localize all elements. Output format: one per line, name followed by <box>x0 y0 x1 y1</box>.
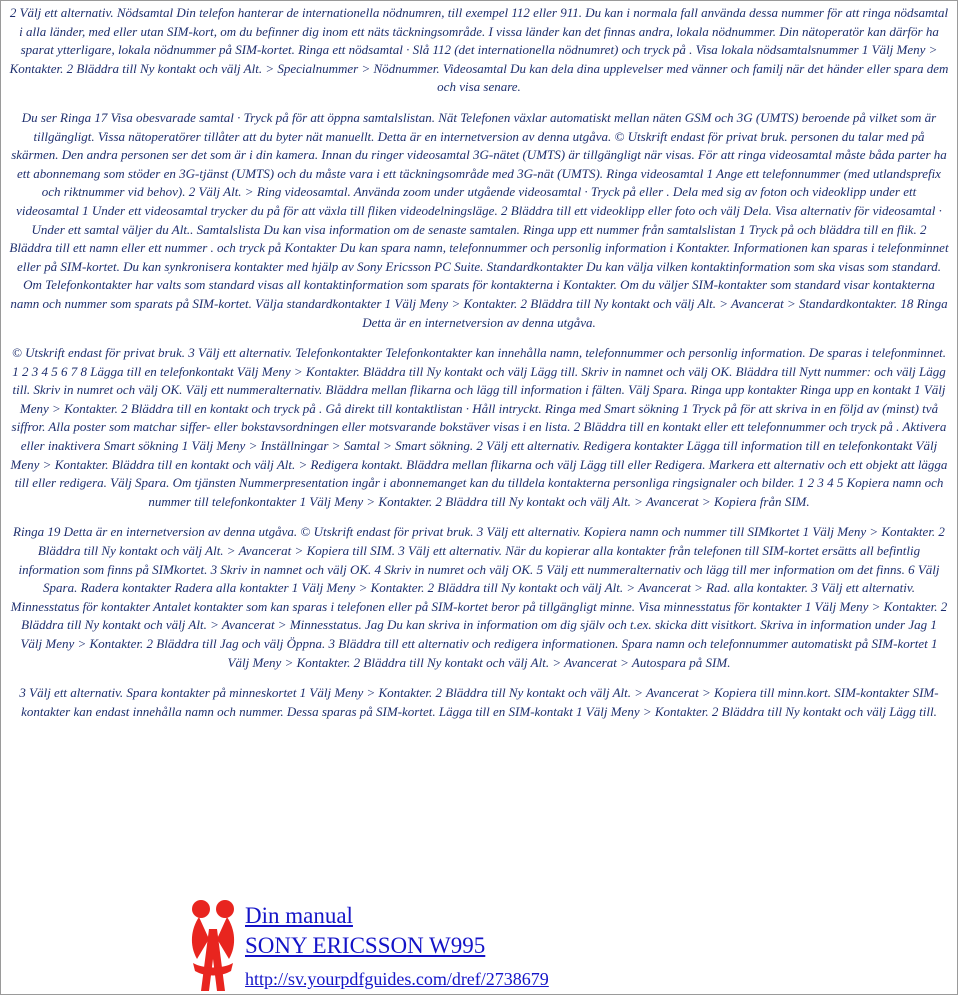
paragraph-gap <box>9 511 949 523</box>
paragraph-sim-copy <box>9 523 949 672</box>
paragraph-sim-contacts <box>9 684 949 721</box>
product-link[interactable]: SONY ERICSSON W995 <box>245 933 486 958</box>
paragraph-text: Ringa 19 Detta är en internetversion av denna utgåva. © Utskrift endast för privat bruk. 3 Välj ett alternativ. Kopiera namn och nummer till SIMkortet 1 Välj Meny > Kontakter. 2 Bläddra till Ny kontakt och välj Alt. > Avancerat > Kopiera till SIM. 3 Välj ett alternativ. När du kopierar alla kontakter från telefonen till SIM-kortet ersätts all befintlig information som finns på SIMkortet. 3 Skriv in namnet och välj OK. 4 Skriv in numret och välj OK. 5 Välj ett nummeralternativ och lägg till mer information om det finns. 6 Välj Spara. Radera kontakter Radera alla kontakter 1 Välj Meny > Kontakter. 2 Bläddra till Ny kontakt och välj Alt. > Avancerat > Rad. alla kontakter. 3 Välj ett alternativ. Minnesstatus för kontakter Antalet kontakter som kan sparas i telefonen eller på SIM-kortet beror på tillgängligt minne. Visa minnesstatus för kontakter 1 Välj Meny > Kontakter. 2 Bläddra till Ny kontakt och välj Alt. > Avancerat > Minnesstatus. Jag Du kan skriva in information om dig själv och t.ex. skicka ditt visitkort. Skriva in information under Jag 1 Välj Meny > Kontakter. 2 Bläddra till Jag och välj Öppna. 3 Bläddra till ett alternativ och redigera informationen. Spara namn och telefonnummer automatiskt på SIM-kortet 1 Välj Meny > Kontakter. 2 Bläddra till Ny kontakt och välj Alt. > Avancerat > Autospara på SIM. <box>10 524 948 670</box>
paragraph-text: Du ser Ringa 17 Visa obesvarade samtal · Tryck på för att öppna samtalslistan. Nät Telefonen växlar automatiskt mellan näten GSM och 3G (UMTS) beroende på vilket som är tillgängligt. Vissa nätoperatörer tillåter att du byter nät manuellt. Detta är en internetversion av denna utgåva. © Utskrift endast för privat bruk. personen du talar med på skärmen. Den andra personen ser det som är i din kamera. Innan du ringer videosamtal 3G-nätet (UMTS) är tillgängligt när visas. För att ringa videosamtal måste båda parter ha ett abonnemang som stöder en 3G-tjänst (UMTS) och du måste vara i ett täckningsområde med 3G-nät (UMTS). Ringa videosamtal 1 Ange ett telefonnummer (med utlandsprefix och riktnummer vid behov). 2 Välj Alt. > Ring videosamtal. Använda zoom under utgående videosamtal · Tryck på eller . Dela med sig av foton och videoklipp under ett videosamtal 1 Under ett videosamtal trycker du på för att växla till fliken videodelningsläge. 2 Bläddra till ett videoklipp eller foto och välj Dela. Visa alternativ för videosamtal · Under ett samtal väljer du Alt.. Samtalslista Du kan visa information om de senaste samtalen. Ringa upp ett nummer från samtalslistan 1 Tryck på och bläddra till en flik. 2 Bläddra till ett namn eller ett nummer . och tryck på Kontakter Du kan spara namn, telefonnummer och personlig information i Kontakter. Informationen kan sparas i telefonminnet eller på SIM-kortet. Du kan synkronisera kontakter med hjälp av Sony Ericsson PC Suite. Standardkontakter Du kan välja vilken kontaktinformation som ska visas som standard. Om Telefonkontakter har valts som standard visas all kontaktinformation som sparats för kontakterna i Kontakter. Om du väljer SIM-kontakter som standard visar kontakterna namn och nummer som sparats på SIM-kortet. Välja standardkontakter 1 Välj Meny > Kontakter. 2 Bläddra till Ny kontakt och välj Alt. > Avancerat > Standardkontakter. 18 Ringa Detta är en internetversion av denna utgåva. <box>9 109 949 330</box>
footer-links <box>187 899 687 995</box>
pdf-file-icon <box>187 899 239 995</box>
paragraph-gap <box>9 332 949 344</box>
paragraph-gap <box>9 97 949 109</box>
paragraph-phone-contacts <box>9 344 949 511</box>
paragraph-text: 2 Välj ett alternativ. Nödsamtal Din telefon hanterar de internationella nödnumren, till exempel 112 eller 911. Du kan i normala fall använda dessa nummer för att ringa nödsamtal i alla länder, med eller utan SIM-kort, om du befinner dig inom ett näts täckningsområde. I vissa länder kan det finnas andra, lokala nödnummer. Din nätoperatör kan därför ha sparat ytterligare, lokala nödnummer på SIM-kortet. Ringa ett nödsamtal · Slå 112 (det internationella nödnumret) och tryck på . Visa lokala nödsamtalsnummer 1 Välj Meny > Kontakter. 2 Bläddra till Ny kontakt och välj Alt. > Specialnummer > Nödnummer. Videosamtal Du kan dela dina upplevelser med vänner och familj när det händer eller spara dem och visa senare. <box>9 5 949 95</box>
paragraph-gap <box>9 672 949 684</box>
paragraph-text: 3 Välj ett alternativ. Spara kontakter på minneskortet 1 Välj Meny > Kontakter. 2 Bläddra till Ny kontakt och välj Alt. > Avancerat > Kopiera till minn.kort. SIM-kontakter SIM-kontakter kan endast innehålla namn och nummer. Dessa sparas på SIM-kortet. Lägga till en SIM-kontakt 1 Välj Meny > Kontakter. 2 Bläddra till Ny kontakt och välj Lägg till. <box>19 685 939 719</box>
manual-link[interactable]: Din manual <box>245 903 353 928</box>
paragraph-video-calls <box>9 109 949 332</box>
footer-link-group <box>245 901 549 994</box>
paragraph-emergency-calls <box>9 4 949 97</box>
paragraph-text: © Utskrift endast för privat bruk. 3 Välj ett alternativ. Telefonkontakter Telefonkontakter kan innehålla namn, telefonnummer och personlig information. De sparas i telefonminnet. 1 2 3 4 5 6 7 8 Lägga till en telefonkontakt Välj Meny > Kontakter. Bläddra till Ny kontakt och välj Lägg till. Skriv in namnet och välj OK. Bläddra till Nytt nummer: och välj Lägg till. Skriv in numret och välj OK. Välj ett nummeralternativ. Bläddra mellan flikarna och lägg till information i fälten. Välj Spara. Ringa upp kontakter Ringa upp en kontakt 1 Välj Meny > Kontakter. 2 Bläddra till en kontakt och tryck på . Gå direkt till kontaktlistan · Håll intryckt. Ringa med Smart sökning 1 Tryck på för att skriva in en följd av (minst) två siffror. Alla poster som matchar siffer- eller bokstavsordningen eller motsvarande bokstäver visas i en lista. 2 Bläddra till en kontakt eller ett telefonnummer och tryck på . Aktivera eller inaktivera Smart sökning 1 Välj Meny > Inställningar > Samtal > Smart sökning. 2 Välj ett alternativ. Redigera kontakter Lägga till information till en telefonkontakt Välj Meny > Kontakter. Bläddra till en kontakt och välj Alt. > Redigera kontakt. Bläddra mellan flikarna och välj Lägg till eller Redigera. Markera ett alternativ och ett objekt att lägga till eller redigera. Välj Spara. Om tjänsten Nummerpresentation ingår i abonnemanget kan du tilldela kontakterna personliga ringsignaler och bilder. 1 2 3 4 5 Kopiera namn och nummer till telefonkontakter 1 Välj Meny > Kontakter. 2 Bläddra till Ny kontakt och välj Alt. > Avancerat > Kopiera från SIM. <box>10 345 948 509</box>
url-link[interactable]: http://sv.yourpdfguides.com/dref/2738679 <box>245 969 549 989</box>
